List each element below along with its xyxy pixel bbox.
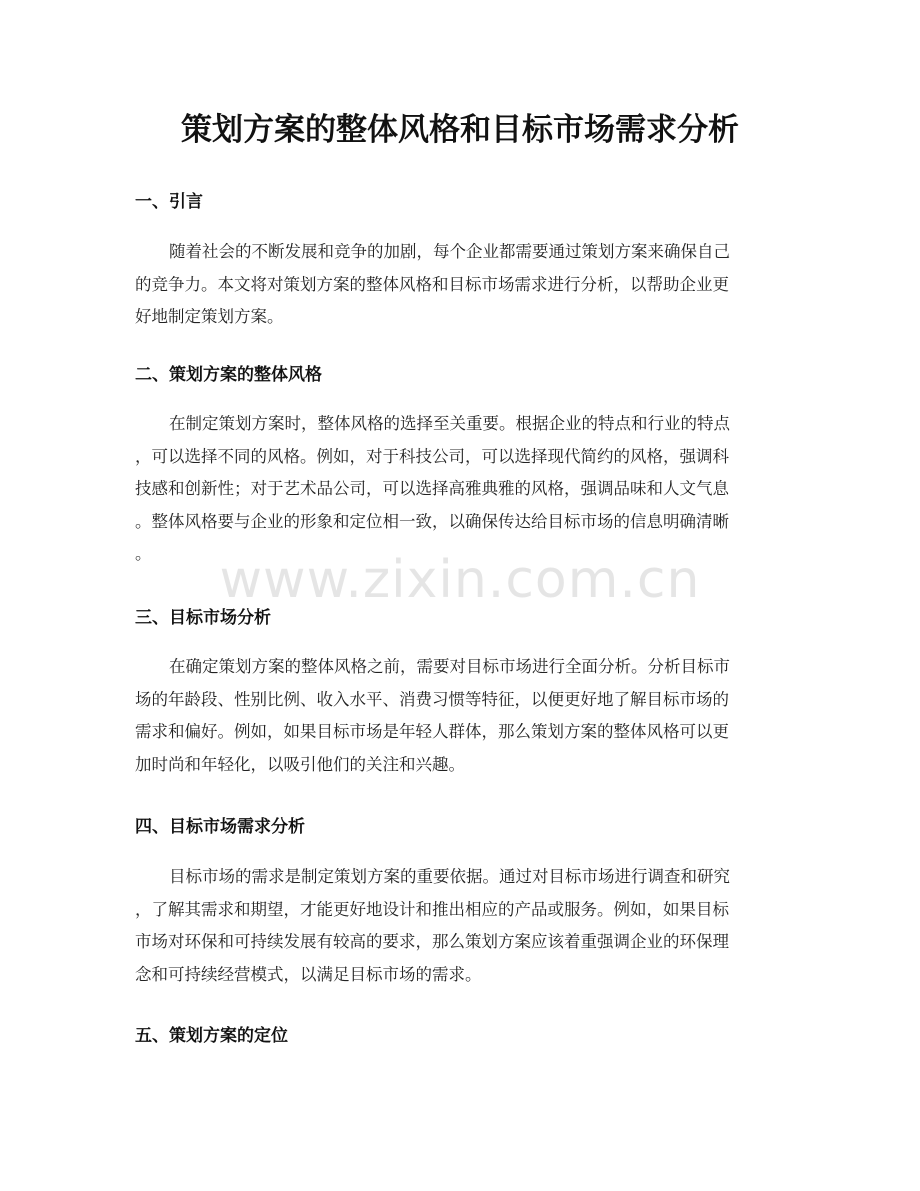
section-paragraph-market: [135, 651, 785, 781]
paragraph-line: 技感和创新性；对于艺术品公司，可以选择高雅典雅的风格，强调品味和人文气息: [135, 479, 729, 498]
paragraph-line: ，可以选择不同的风格。例如，对于科技公司，可以选择现代简约的风格，强调科: [135, 446, 729, 466]
section-paragraph-demand: [135, 861, 785, 991]
section-heading-style: 二、策划方案的整体风格: [135, 365, 322, 385]
paragraph-line: 。整体风格要与企业的形象和定位相一致，以确保传达给目标市场的信息明确清晰: [135, 511, 729, 531]
paragraph-line: 市场对环保和可持续发展有较高的要求，那么策划方案应该着重强调企业的环保理: [135, 932, 729, 951]
paragraph-line: 在制定策划方案时，整体风格的选择至关重要。根据企业的特点和行业的特点: [169, 414, 730, 433]
paragraph-line: 需求和偏好。例如，如果目标市场是年轻人群体，那么策划方案的整体风格可以更: [135, 722, 729, 741]
section-heading-demand: 四、目标市场需求分析: [135, 817, 305, 837]
paragraph-line: 场的年龄段、性别比例、收入水平、消费习惯等特征，以便更好地了解目标市场的: [135, 689, 729, 709]
paragraph-line: 。: [135, 544, 152, 563]
paragraph-line: 的竞争力。本文将对策划方案的整体风格和目标市场需求进行分析，以帮助企业更: [135, 274, 729, 294]
section-paragraph-style: [135, 408, 785, 571]
paragraph-line: 目标市场的需求是制定策划方案的重要依据。通过对目标市场进行调查和研究: [169, 867, 730, 886]
paragraph-line: ，了解其需求和期望，才能更好地设计和推出相应的产品或服务。例如，如果目标: [135, 899, 729, 919]
document-title: 策划方案的整体风格和目标市场需求分析: [181, 112, 739, 148]
section-heading-intro: 一、引言: [135, 192, 203, 212]
section-heading-market: 三、目标市场分析: [135, 608, 271, 628]
section-heading-positioning: 五、策划方案的定位: [135, 1026, 288, 1046]
paragraph-line: 好地制定策划方案。: [135, 307, 284, 326]
section-paragraph-intro: [135, 236, 785, 334]
watermark: www.zixin.com.cn: [219, 550, 701, 610]
paragraph-line: 随着社会的不断发展和竞争的加剧，每个企业都需要通过策划方案来确保自己: [169, 242, 730, 261]
paragraph-line: 念和可持续经营模式，以满足目标市场的需求。: [135, 964, 482, 984]
paragraph-line: 在确定策划方案的整体风格之前，需要对目标市场进行全面分析。分析目标市: [169, 657, 730, 676]
paragraph-line: 加时尚和年轻化，以吸引他们的关注和兴趣。: [135, 754, 465, 774]
